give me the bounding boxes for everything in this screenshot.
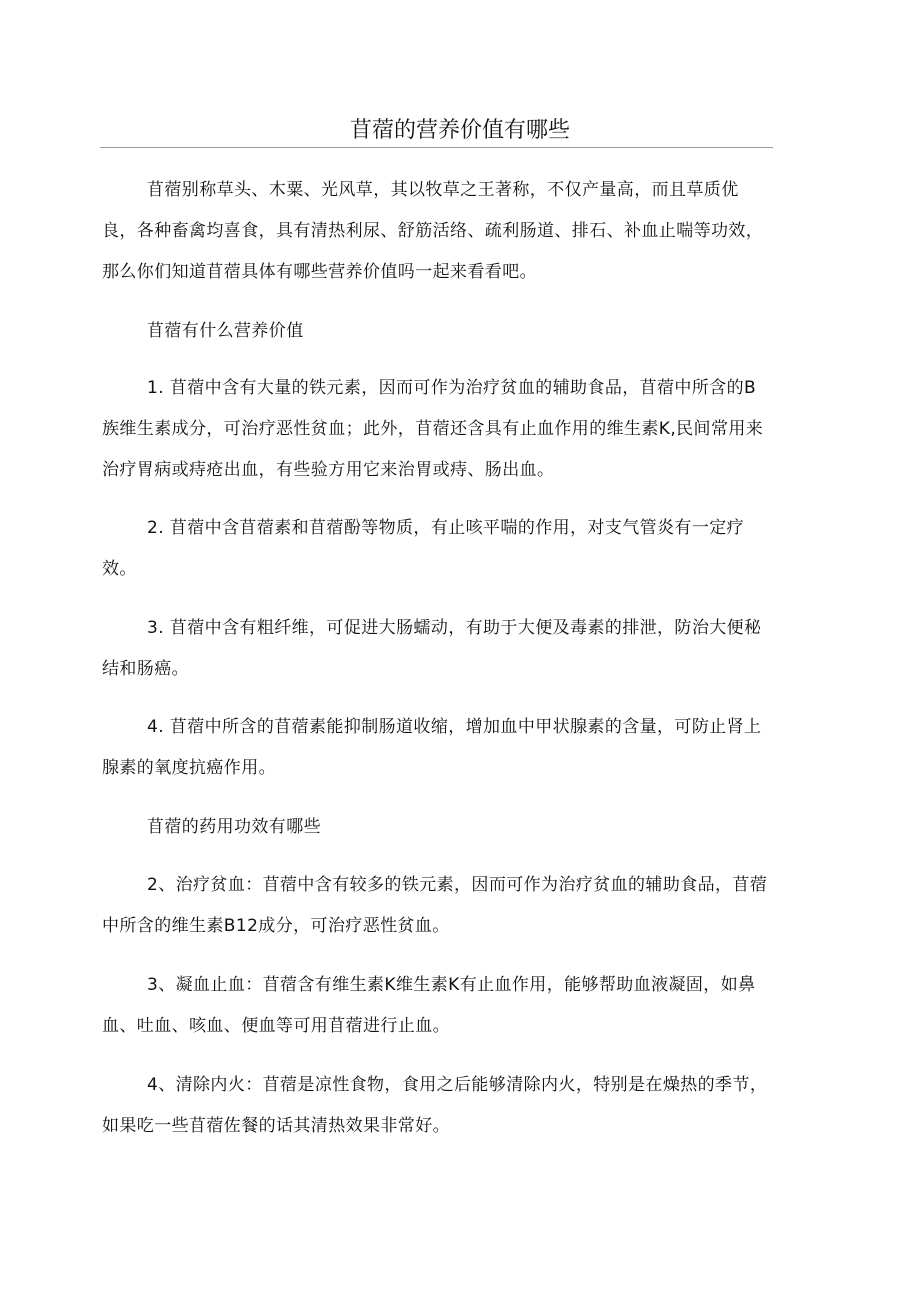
nutrition-item-4: 4. 苜蓿中所含的苜蓿素能抑制肠道收缩，增加血中甲状腺素的含量，可防止肾上腺素的氧度抗癌作用。	[102, 717, 762, 778]
medicinal-item-internal-heat: 4、清除内火：苜蓿是凉性食物，食用之后能够清除内火，特别是在燥热的季节，如果吃一些苜蓿佐餐的话其清热效果非常好。	[102, 1075, 768, 1136]
section-heading-medicinal: 苜蓿的药用功效有哪些	[147, 817, 321, 837]
page-title: 苜蓿的营养价值有哪些	[349, 118, 570, 143]
section-heading-nutrition: 苜蓿有什么营养价值	[147, 321, 304, 341]
title-underline	[100, 147, 773, 148]
medicinal-item-hemostasis: 3、凝血止血：苜蓿含有维生素K维生素K有止血作用，能够帮助血液凝固，如鼻血、吐血、咳血、便血等可用苜蓿进行止血。	[102, 975, 756, 1036]
nutrition-item-3: 3. 苜蓿中含有粗纤维，可促进大肠蠕动，有助于大便及毒素的排泄，防治大便秘结和肠癌。	[102, 618, 762, 679]
medicinal-item-anemia: 2、治疗贫血：苜蓿中含有较多的铁元素，因而可作为治疗贫血的辅助食品，苜蓿中所含的维生素B12成分，可治疗恶性贫血。	[102, 875, 768, 936]
nutrition-item-1: 1. 苜蓿中含有大量的铁元素，因而可作为治疗贫血的辅助食品，苜蓿中所含的B族维生素成分，可治疗恶性贫血；此外，苜蓿还含具有止血作用的维生素K,民间常用来治疗胃病或痔疮出血，有些验方用它来治胃或痔、肠出血。	[102, 378, 764, 480]
nutrition-item-2: 2. 苜蓿中含苜蓿素和苜蓿酚等物质，有止咳平喘的作用，对支气管炎有一定疗效。	[102, 518, 745, 579]
intro-paragraph: 苜蓿别称草头、木粟、光风草，其以牧草之王著称，不仅产量高，而且草质优良，各种畜禽均喜食，具有清热利尿、舒筋活络、疏利肠道、排石、补血止喘等功效，那么你们知道苜蓿具体有哪些营养价值吗一起来看看吧。	[102, 180, 764, 282]
